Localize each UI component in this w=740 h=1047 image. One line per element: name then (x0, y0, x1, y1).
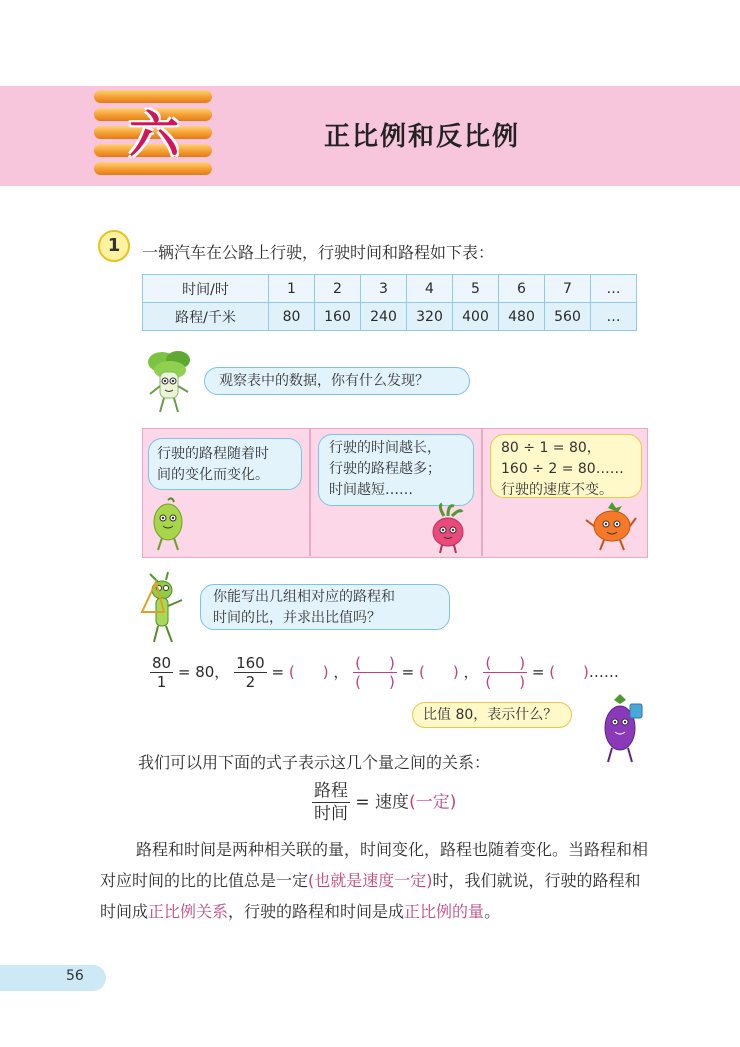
table-cell: 1 (269, 275, 315, 303)
table-row (143, 275, 637, 303)
pepper-character-icon (148, 496, 188, 552)
page-number-tab (0, 965, 106, 991)
table-cell: 240 (361, 303, 407, 331)
answer-blank[interactable]: ( ) (549, 663, 589, 681)
distance-over-time-fraction: $\frac{\text{路程}}{\text{时间}}$ (314, 781, 348, 824)
ratio-speech-bubble: 你能写出几组相对应的路程和 时间的比，并求出比值吗？ (200, 584, 450, 630)
table-cell: … (591, 303, 637, 331)
ratio-equations: $\frac{80}{1}$ = 80， $\frac{160}{2}$ = ( ) ， $\frac{( )}{( )}$ = ( ) ， $\frac{( )}{( )}$ = ( )…… (152, 654, 619, 691)
ratio-value-speech-bubble: 比值 80，表示什么？ (412, 702, 572, 728)
table-cell: … (591, 275, 637, 303)
intro-text: 我们可以用下面的式子表示这几个量之间的关系： (138, 753, 491, 772)
problem-number-badge: 1 (98, 230, 130, 262)
problem-text: 一辆汽车在公路上行驶，行驶时间和路程如下表： (142, 243, 495, 262)
table-cell: 2 (315, 275, 361, 303)
table-cell: 400 (453, 303, 499, 331)
page-number: 56 (66, 968, 84, 984)
fraction-80-1: $\frac{80}{1}$ (152, 654, 172, 691)
table-row (143, 303, 637, 331)
table-cell: 160 (315, 303, 361, 331)
discovery-bubble-2: 行驶的时间越长， 行驶的路程越多； 时间越短…… (318, 434, 474, 506)
table-row-header: 时间/时 (143, 275, 269, 303)
radish-character-icon (426, 504, 470, 554)
table-cell: 5 (453, 275, 499, 303)
table-cell: 320 (407, 303, 453, 331)
time-distance-table (142, 274, 637, 331)
definition-paragraph: 路程和时间是两种相关联的量，时间变化，路程也随着变化。当路程和相对应时间的比的比值总是一定(也就是速度一定)时，我们就说，行驶的路程和时间成正比例关系，行驶的路程和时间是成正比例的量。 (100, 840, 649, 921)
table-row-header: 路程/千米 (143, 303, 269, 331)
table-cell: 7 (545, 275, 591, 303)
table-cell: 480 (499, 303, 545, 331)
tomato-character-icon (582, 500, 640, 552)
chapter-number: 六 (129, 106, 179, 164)
answer-blank[interactable]: ( ) (288, 663, 329, 681)
fraction-blank[interactable]: $\frac{( )}{( )}$ (485, 654, 526, 691)
table-cell: 560 (545, 303, 591, 331)
discovery-bubble-1: 行驶的路程随着时 间的变化而变化。 (148, 438, 302, 490)
table-cell: 6 (499, 275, 545, 303)
eggplant-character-icon (592, 692, 648, 766)
table-cell: 3 (361, 275, 407, 303)
table-cell: 4 (407, 275, 453, 303)
chapter-title: 正比例和反比例 (324, 122, 521, 152)
observe-speech-bubble: 观察表中的数据，你有什么发现？ (204, 367, 470, 395)
speed-formula: $\frac{\text{路程}}{\text{时间}}$ = 速度(一定) (314, 781, 457, 824)
panel-divider (481, 429, 483, 556)
grasshopper-character-icon (138, 572, 198, 646)
celery-character-icon (140, 348, 200, 416)
panel-divider (309, 429, 311, 556)
discovery-bubble-3: 80 ÷ 1 = 80， 160 ÷ 2 = 80…… 行驶的速度不变。 (490, 434, 642, 498)
answer-blank[interactable]: ( ) (419, 663, 459, 681)
fraction-blank[interactable]: $\frac{( )}{( )}$ (355, 654, 395, 691)
table-cell: 80 (269, 303, 315, 331)
fraction-160-2: $\frac{160}{2}$ (236, 654, 265, 691)
